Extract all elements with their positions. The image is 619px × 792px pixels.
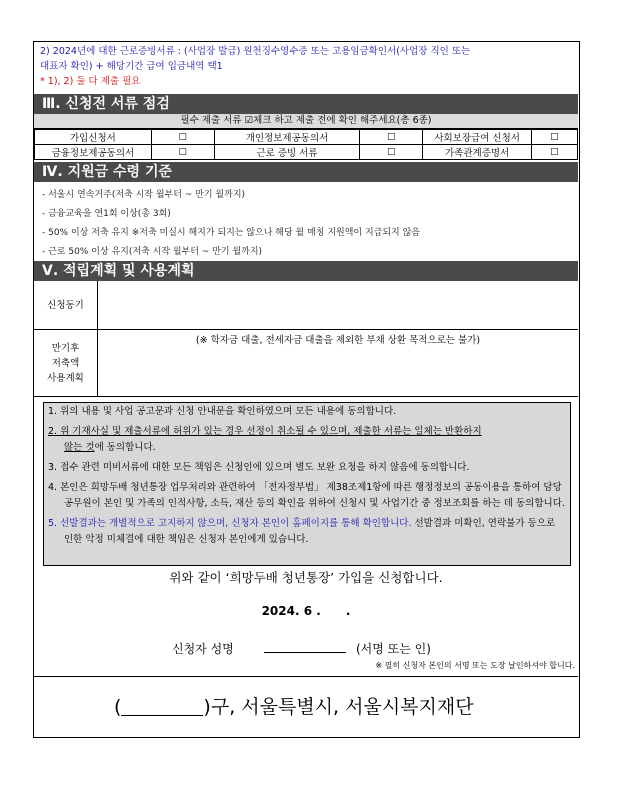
agreement-5: 5. 선발결과는 개별적으로 고지하지 않으며, 신청자 본인이 홈페이지를 통해 확인합니다. 선발결과 미확인, 연락불가 등으로 인한 악정 미체결에 대한 책임은 신청자 본인에게 있습니다. (48, 518, 556, 545)
agreement-2: 2. 위 기재사실 및 제출서류에 허위가 있는 경우 선정이 취소될 수 있으며, 제출한 서류는 일체는 반환하지 않는 것에 동의합니다. (48, 426, 482, 453)
divider (34, 396, 578, 397)
doc-label: 가족관계증명서 (423, 145, 532, 160)
doc-checkbox[interactable]: ☐ (151, 130, 214, 145)
motive-field[interactable] (98, 281, 578, 329)
section-3-subtitle: 필수 제출 서류 ☑체크 하고 제출 전에 확인 해주세요(총 6종) (34, 114, 578, 129)
agreement-3: 3. 접수 관련 미비서류에 대한 모든 책임은 신청인에 있으며 별도 보완 요청을 하지 않음에 동의합니다. (48, 462, 470, 473)
table-row (35, 145, 578, 160)
list-item: - 근로 50% 이상 유지(저축 시작 월부터 ~ 만기 월까지) (42, 247, 263, 257)
table-row (35, 130, 578, 145)
section-5-title: Ⅴ. 적립계획 및 사용계획 (34, 261, 578, 281)
plan-note: (※ 학자금 대출, 전세자금 대출을 제외한 부채 상환 목적으로는 불가) (195, 335, 481, 346)
declaration-text: 위와 같이 ‘희망두배 청년통장’ 가입을 신청합니다. (169, 570, 443, 585)
section-3-title: Ⅲ. 신청전 서류 점검 (34, 94, 578, 114)
application-date[interactable]: 2024. 6 . . (261, 604, 351, 618)
plan-label-line: 저축액 (51, 357, 80, 369)
plan-label-line: 사용계획 (47, 372, 84, 384)
doc-checkbox[interactable]: ☐ (532, 145, 578, 160)
district-field[interactable] (121, 695, 203, 716)
note-line-2: 대표자 확인) + 해당기간 급여 입금내역 택1 (40, 61, 223, 72)
sign-hint: (서명 또는 인) (356, 642, 431, 656)
list-item: - 서울시 연속거주(저축 시작 월부터 ~ 만기 월까지) (42, 190, 246, 200)
list-item: - 금융교육을 연1회 이상(총 3회) (42, 209, 171, 219)
application-form (33, 41, 580, 738)
doc-label: 사회보장급여 신청서 (423, 130, 532, 145)
recipient-line: ( )구, 서울특별시, 서울시복지재단 (114, 696, 474, 718)
doc-checkbox[interactable]: ☐ (360, 130, 423, 145)
doc-checkbox[interactable]: ☐ (532, 130, 578, 145)
doc-label: 근로 증빙 서류 (214, 145, 360, 160)
plan-label (34, 330, 98, 396)
divider (34, 676, 578, 677)
motive-label: 신청동기 (34, 281, 98, 329)
agreement-box (43, 402, 571, 566)
doc-label: 개인정보제공동의서 (214, 130, 360, 145)
agreement-4: 4. 본인은 희망두배 청년통장 업무처리와 관련하여 「전자정부법」 제38조제1항에 따른 행정정보의 공동이용을 통하여 담당공무원이 본인 및 가족의 인적사항, 소득, 재산 등의 확인을 위하여 신청시 및 사업기간 중 정보조회를 하는 데 동의합니다. (48, 482, 565, 509)
applicant-label: 신청자 성명 (172, 642, 234, 656)
list-item: - 50% 이상 저축 유지 ※저축 미실시 해지가 되지는 않으나 해당 월 매칭 지원액이 지급되지 않음 (42, 228, 420, 238)
doc-label: 금융정보제공동의서 (35, 145, 152, 160)
doc-label: 가입신청서 (35, 130, 152, 145)
doc-checkbox[interactable]: ☐ (360, 145, 423, 160)
applicant-name-field[interactable] (264, 652, 346, 653)
support-criteria-list (34, 184, 578, 266)
note-line-3: * 1), 2) 둘 다 제출 필요 (40, 76, 141, 87)
section-4-title: Ⅳ. 지원금 수령 기준 (34, 162, 578, 182)
doc-checkbox[interactable]: ☐ (151, 145, 214, 160)
sign-note: ※ 필히 신청자 본인의 서명 또는 도장 날인하셔야 합니다. (375, 661, 575, 670)
agreement-1: 1. 위의 내용 및 사업 공고문과 신청 안내문을 확인하였으며 모든 내용에 동의합니다. (48, 406, 397, 417)
document-checklist (34, 129, 578, 160)
plan-label-line: 만기후 (51, 342, 80, 354)
work-proof-note (34, 42, 578, 94)
note-line-1: 2) 2024년에 대한 근로증빙서류 : (사업장 발급) 원천징수영수증 또는 고용임금확인서(사업장 직인 또는 (40, 46, 471, 57)
plan-field[interactable] (98, 330, 578, 396)
